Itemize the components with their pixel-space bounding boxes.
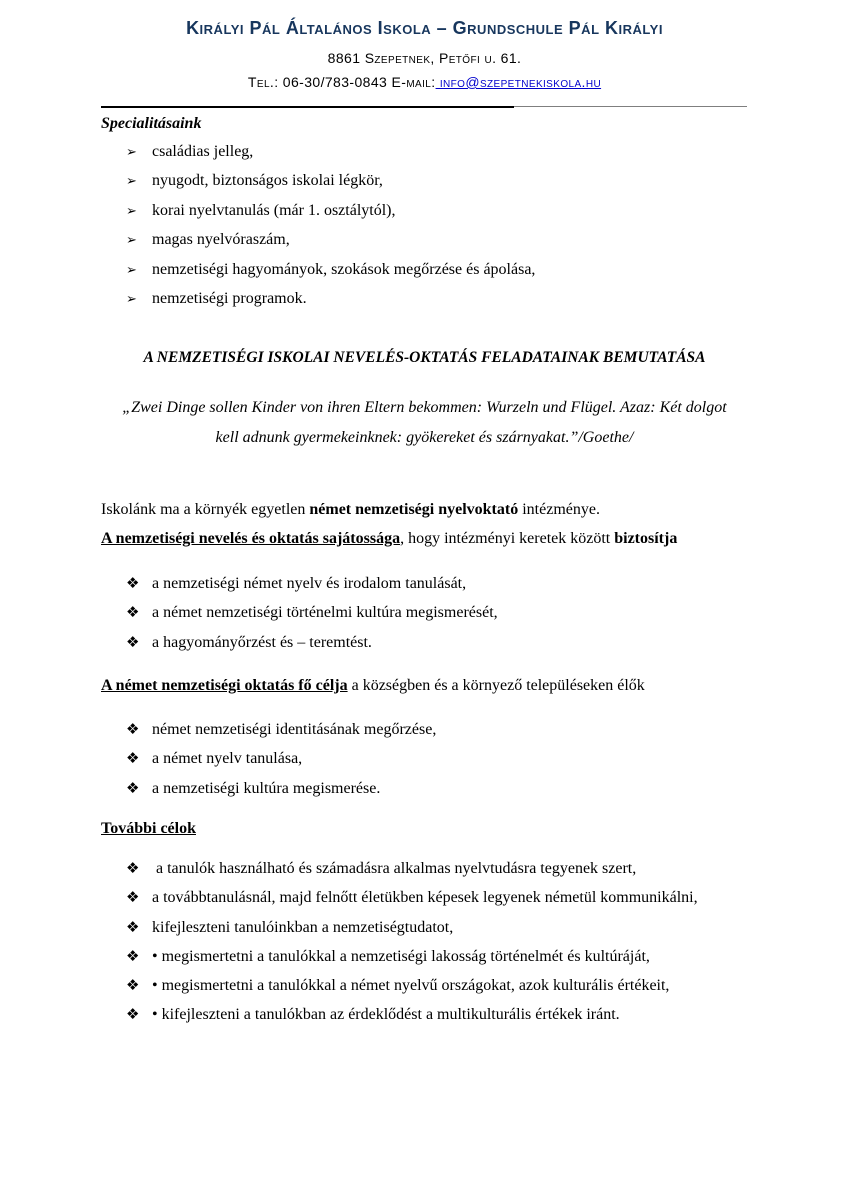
list-item-text: nemzetiségi hagyományok, szokások megőrzése és ápolása, — [152, 260, 536, 278]
list-item-text: a német nyelv tanulása, — [152, 750, 303, 768]
list-item-text: a tanulók használható és számadásra alkalmas nyelvtudásra tegyenek szert, — [152, 860, 637, 877]
list-item-text: • kifejleszteni a tanulókban az érdeklődést a multikulturális értékek iránt. — [152, 1006, 620, 1024]
uniqueness-paragraph — [101, 529, 677, 549]
list-item-text: korai nyelvtanulás (már 1. osztálytól), — [152, 201, 396, 219]
four-diamond-bullet-icon: ❖ — [126, 778, 140, 797]
list-item-text: • megismertetni a tanulókkal a nemzetiségi lakosság történelmét és kultúráját, — [152, 947, 650, 965]
specialties-list — [126, 142, 535, 318]
phone-email-label: Tel.: 06-30/783-0843 E-mail: — [247, 74, 436, 90]
school-name-title: Királyi Pál Általános Iskola – Grundschule Pál Királyi — [186, 18, 663, 38]
list-item — [126, 946, 698, 975]
list-item — [126, 171, 535, 200]
intro-paragraph — [101, 500, 600, 520]
four-diamond-bullet-icon: ❖ — [126, 946, 140, 965]
uniqueness-emphasis: biztosítja — [614, 530, 678, 547]
further-goals-list — [126, 858, 698, 1034]
school-address: 8861 Szepetnek, Petőfi u. 61. — [327, 50, 522, 66]
list-item-text: • megismertetni a tanulókkal a német nyelvű országokat, azok kulturális értékeit, — [152, 977, 670, 995]
list-item-text: a hagyományőrzést és – teremtést. — [152, 633, 372, 651]
list-item — [126, 1004, 698, 1033]
arrowhead-bullet-icon: ➢ — [126, 262, 137, 278]
list-item-text: a továbbtanulásnál, majd felnőtt életükben képesek legyenek németül kommunikálni, — [152, 889, 698, 907]
further-goals-heading: További célok — [101, 820, 196, 837]
four-diamond-bullet-icon: ❖ — [126, 888, 140, 907]
list-item-text: családias jelleg, — [152, 143, 254, 160]
list-item — [126, 887, 698, 916]
intro-emphasis: német nemzetiségi nyelvoktató — [309, 501, 519, 518]
list-item-text: nyugodt, biztonságos iskolai légkör, — [152, 172, 383, 190]
arrowhead-bullet-icon: ➢ — [126, 233, 137, 249]
arrowhead-bullet-icon: ➢ — [126, 203, 137, 219]
main-goal-heading: A német nemzetiségi oktatás fő célja — [101, 677, 348, 694]
list-item-text: magas nyelvóraszám, — [152, 231, 290, 249]
list-item-text: német nemzetiségi identitásának megőrzése, — [152, 721, 437, 738]
list-item — [126, 632, 498, 661]
four-diamond-bullet-icon: ❖ — [126, 574, 140, 592]
goethe-quote-line-2: kell adnunk gyermekeinknek: gyökereket és szárnyakat.”/Goethe/ — [215, 429, 634, 446]
list-item — [126, 573, 498, 602]
email-link[interactable]: info@szepetnekiskola.hu — [435, 74, 602, 90]
intro-text: Iskolánk ma a környék egyetlen — [101, 501, 310, 518]
arrowhead-bullet-icon: ➢ — [126, 145, 137, 160]
uniqueness-text: , hogy intézményi keretek között — [400, 530, 615, 547]
list-item — [126, 858, 698, 887]
goethe-quote-line-1: „Zwei Dinge sollen Kinder von ihren Eltern bekommen: Wurzeln und Flügel. Azaz: Két dolgot — [122, 399, 727, 416]
list-item — [126, 230, 535, 259]
main-goal-list — [126, 719, 436, 807]
four-diamond-bullet-icon: ❖ — [126, 976, 140, 995]
list-item — [126, 260, 535, 289]
list-item — [126, 142, 535, 171]
list-item — [126, 201, 535, 230]
school-contact-line — [0, 74, 849, 90]
arrowhead-bullet-icon: ➢ — [126, 291, 137, 307]
list-item — [126, 719, 436, 748]
arrowhead-bullet-icon: ➢ — [126, 174, 137, 190]
four-diamond-bullet-icon: ❖ — [126, 917, 140, 936]
list-item-text: a nemzetiségi német nyelv és irodalom tanulását, — [152, 575, 467, 592]
intro-text-end: intézménye. — [518, 501, 600, 518]
list-item — [126, 602, 498, 631]
main-heading: A NEMZETISÉGI ISKOLAI NEVELÉS-OKTATÁS FELADATAINAK BEMUTATÁSA — [143, 349, 706, 366]
list-item-text: a nemzetiségi kultúra megismerése. — [152, 779, 381, 797]
list-item — [126, 748, 436, 777]
four-diamond-bullet-icon: ❖ — [126, 720, 140, 738]
four-diamond-bullet-icon: ❖ — [126, 859, 140, 877]
specialties-heading: Specialitásaink — [101, 115, 202, 132]
uniqueness-list — [126, 573, 498, 661]
list-item — [126, 917, 698, 946]
four-diamond-bullet-icon: ❖ — [126, 632, 140, 651]
main-goal-paragraph — [101, 676, 645, 696]
header-divider-dark — [101, 106, 514, 108]
list-item-text: a német nemzetiségi történelmi kultúra megismerését, — [152, 604, 498, 622]
list-item — [126, 289, 535, 318]
uniqueness-heading: A nemzetiségi nevelés és oktatás sajátossága — [101, 530, 401, 547]
four-diamond-bullet-icon: ❖ — [126, 1005, 140, 1024]
list-item — [126, 778, 436, 807]
list-item — [126, 975, 698, 1004]
main-goal-text: a községben és a környező településeken élők — [347, 677, 645, 694]
list-item-text: kifejleszteni tanulóinkban a nemzetiségtudatot, — [152, 918, 454, 936]
four-diamond-bullet-icon: ❖ — [126, 749, 140, 768]
four-diamond-bullet-icon: ❖ — [126, 603, 140, 622]
list-item-text: nemzetiségi programok. — [152, 289, 307, 307]
header-divider-light — [514, 106, 747, 107]
